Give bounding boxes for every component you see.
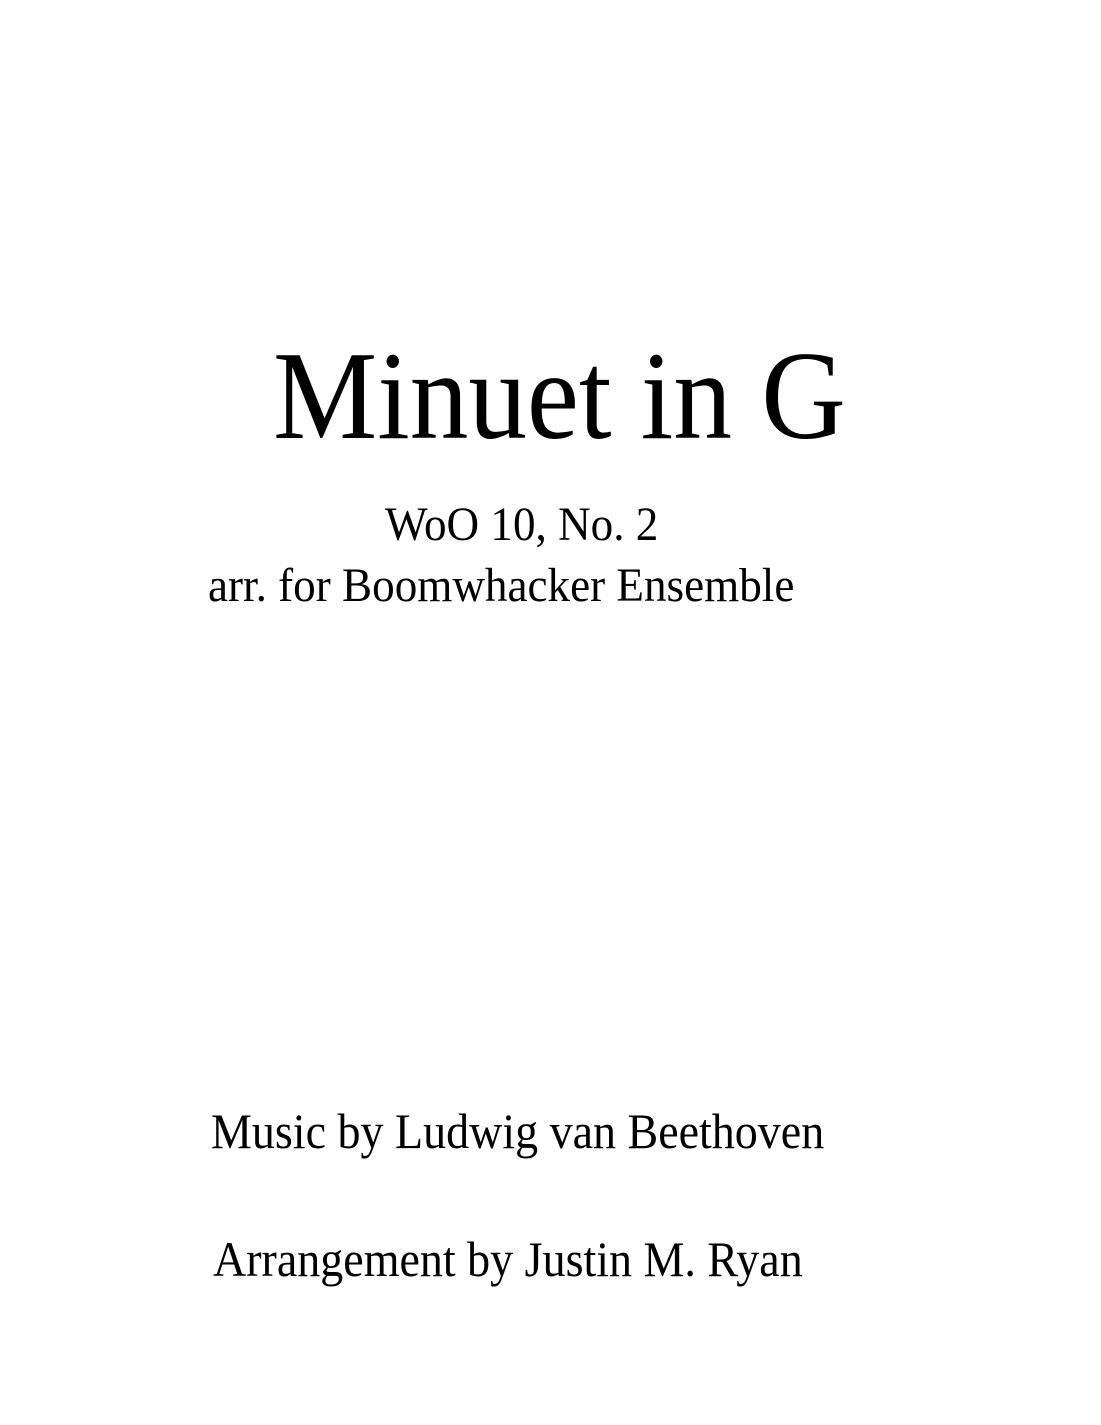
arranger-credit: Arrangement by Justin M. Ryan — [213, 1231, 803, 1287]
page-title: Minuet in G — [273, 327, 846, 466]
composer-credit: Music by Ludwig van Beethoven — [211, 1103, 825, 1159]
catalog-number: WoO 10, No. 2 — [385, 498, 659, 551]
arrangement-subtitle: arr. for Boomwhacker Ensemble — [208, 559, 795, 612]
